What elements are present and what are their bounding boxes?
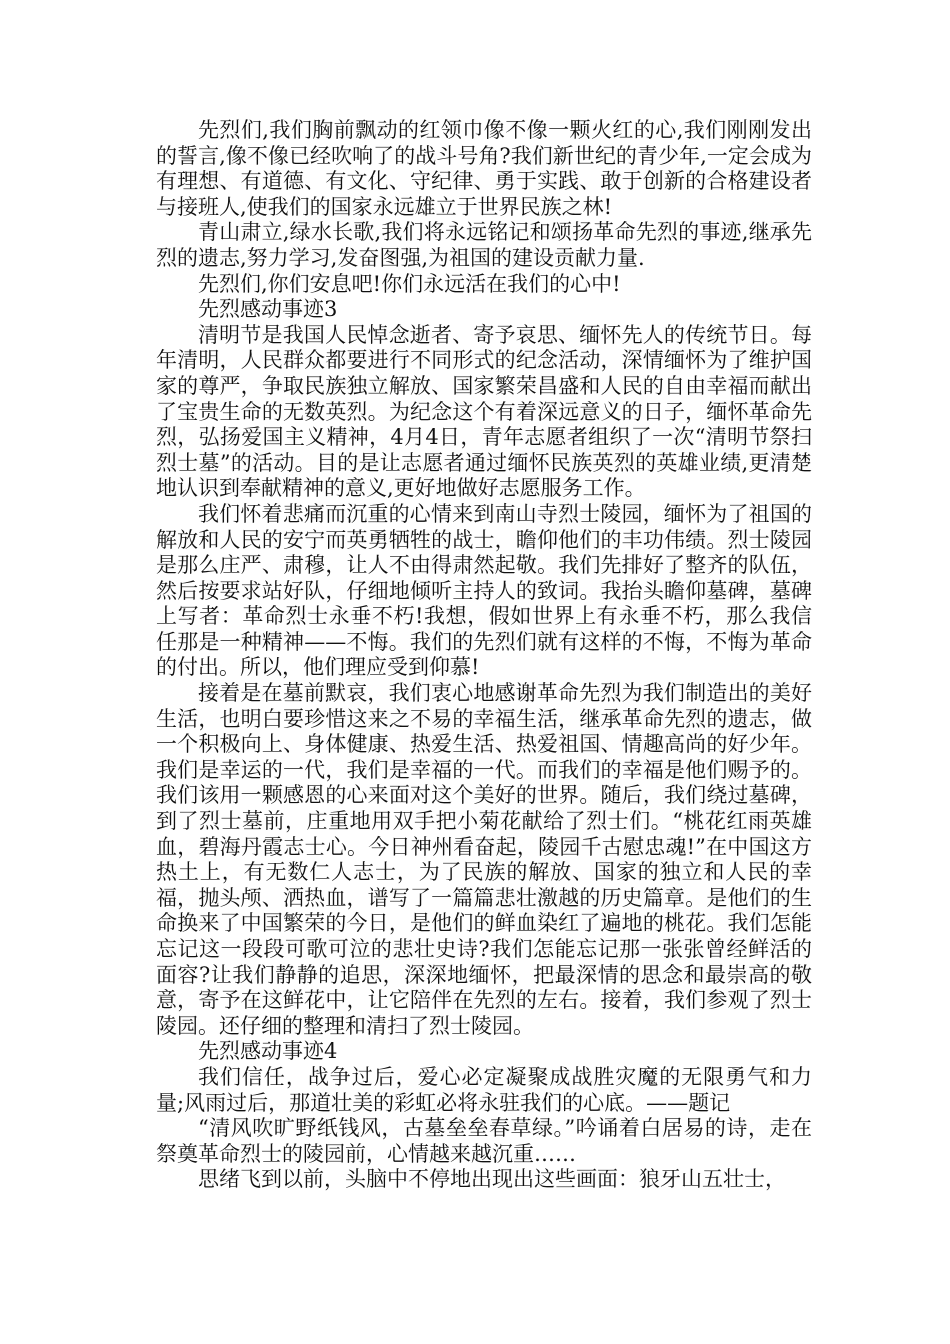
paragraph: 清明节是我国人民悼念逝者、寄予哀思、缅怀先人的传统节日。每年清明，人民群众都要进行不同形式的纪念活动，深情缅怀为了维护国家的尊严，争取民族独立解放、国家繁荣昌盛和人民的自由幸福而献出了宝贵生命的无数英烈。为纪念这个有着深远意义的日子，缅怀革命先烈，弘扬爱国主义精神，4月4日，青年志愿者组织了一次“清明节祭扫烈士墓”的活动。目的是让志愿者通过缅怀民族英烈的英雄业绩,更清楚地认识到奉献精神的意义,更好地做好志愿服务工作。 [156,322,812,501]
paragraph: 先烈们,你们安息吧!你们永远活在我们的心中! [198,271,621,296]
section-heading: 先烈感动事迹4 [198,1039,338,1064]
document-body [156,118,812,1193]
section-heading: 先烈感动事迹3 [198,297,338,322]
paragraph: 青山肃立,绿水长歌,我们将永远铭记和颂扬革命先烈的事迹,继承先烈的遗志,努力学习,发奋图强,为祖国的建设贡献力量. [156,220,812,270]
paragraph: 我们信任，战争过后，爱心必定凝聚成战胜灾魔的无限勇气和力量;风雨过后，那道壮美的彩虹必将永驻我们的心底。——题记 [156,1064,812,1115]
paragraph: 先烈们,我们胸前飘动的红领巾像不像一颗火红的心,我们刚刚发出的誓言,像不像已经吹响了的战斗号角?我们新世纪的青少年,一定会成为有理想、有道德、有文化、守纪律、勇于实践、敢于创新的合格建设者与接班人,使我们的国家永远雄立于世界民族之林! [156,118,812,219]
paragraph: 我们怀着悲痛而沉重的心情来到南山寺烈士陵园，缅怀为了祖国的解放和人民的安宁而英勇牺牲的战士，瞻仰他们的丰功伟绩。烈士陵园是那么庄严、肃穆，让人不由得肃然起敬。我们先排好了整齐的队伍，然后按要求站好队，仔细地倾听主持人的致词。我抬头瞻仰墓碑，墓碑上写者：革命烈士永垂不朽!我想，假如世界上有永垂不朽，那么我信任那是一种精神——不悔。我们的先烈们就有这样的不悔，不悔为革命的付出。所以，他们理应受到仰慕! [156,501,812,680]
paragraph: 思绪飞到以前，头脑中不停地出现出这些画面：狼牙山五壮士， [198,1167,786,1192]
paragraph: 接着是在墓前默哀，我们衷心地感谢革命先烈为我们制造出的美好生活，也明白要珍惜这来之不易的幸福生活，继承革命先烈的遗志，做一个积极向上、身体健康、热爱生活、热爱祖国、情趣高尚的好少年。我们是幸运的一代，我们是幸福的一代。而我们的幸福是他们赐予的。我们该用一颗感恩的心来面对这个美好的世界。随后，我们绕过墓碑，到了烈士墓前，庄重地用双手把小菊花献给了烈士们。“桃花红雨英雄血，碧海丹霞志士心。今日神州看奋起，陵园千古慰忠魂!”在中国这方热土上，有无数仁人志士，为了民族的解放、国家的独立和人民的幸福，抛头颅、洒热血，谱写了一篇篇悲壮激越的历史篇章。是他们的生命换来了中国繁荣的今日，是他们的鲜血染红了遍地的桃花。我们怎能忘记这一段段可歌可泣的悲壮史诗?我们怎能忘记那一张张曾经鲜活的面容?让我们静静的追思，深深地缅怀，把最深情的思念和最崇高的敬意，寄予在这鲜花中，让它陪伴在先烈的左右。接着，我们参观了烈士陵园。还仔细的整理和清扫了烈士陵园。 [156,681,812,1038]
paragraph: “清风吹旷野纸钱风，古墓垒垒春草绿。”吟诵着白居易的诗，走在祭奠革命烈士的陵园前，心情越来越沉重…… [156,1116,812,1166]
